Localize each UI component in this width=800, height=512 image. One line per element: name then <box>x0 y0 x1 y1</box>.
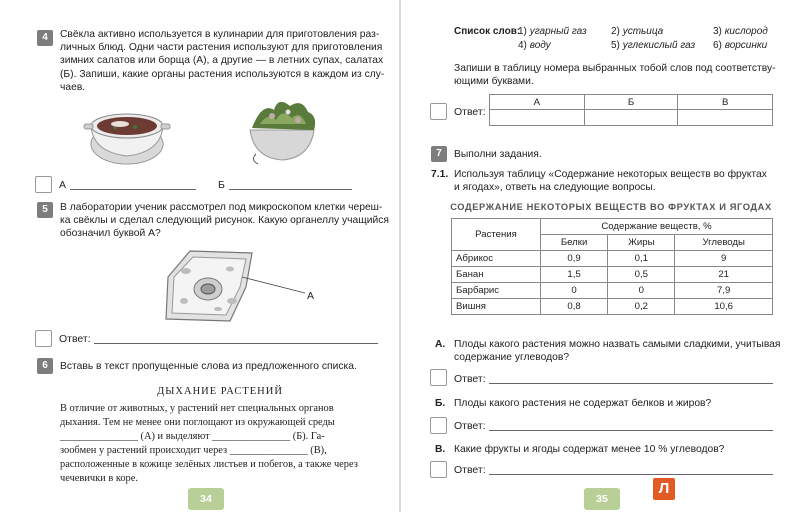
row-fats: 0,5 <box>608 267 675 283</box>
answer-box-5[interactable] <box>35 330 52 347</box>
right-page <box>401 0 800 512</box>
question-c-letter: В. <box>435 444 446 455</box>
row-carbs: 10,6 <box>675 299 773 315</box>
table-row <box>452 283 773 299</box>
publisher-logo: Л <box>653 478 675 500</box>
answer-7b-label: Ответ: <box>454 420 486 432</box>
subquestion-line: и ягодах», ответь на следующие вопросы. <box>454 182 656 194</box>
word-list-item <box>518 40 551 51</box>
row-carbs: 9 <box>675 251 773 267</box>
answer-7a-line[interactable] <box>489 383 773 384</box>
row-proteins: 0 <box>541 283 608 299</box>
row-proteins: 1,5 <box>541 267 608 283</box>
question-7-number: 7 <box>431 146 447 162</box>
col-header-carbs: Углеводы <box>675 235 773 251</box>
question-5-line: обозначил буквой А? <box>60 228 161 240</box>
word-text: воду <box>529 40 551 51</box>
page-number-right: 35 <box>584 488 620 510</box>
word-list-title: Список слов: <box>454 26 521 37</box>
instruction-line: Запиши в таблицу номера выбранных тобой слов под соответству- <box>454 63 776 74</box>
word-num: 4) <box>518 40 527 51</box>
reading-line: дыхания. Тем не менее они поглощают из окружающей среды <box>60 417 335 428</box>
answer-5-label: Ответ: <box>59 333 91 345</box>
word-list-item <box>611 40 695 51</box>
question-a-line: Плоды какого растения можно назвать самыми сладкими, учитывая <box>454 339 781 350</box>
answer-box-6[interactable] <box>430 103 447 120</box>
word-num: 2) <box>611 26 620 37</box>
question-a-text <box>454 338 780 364</box>
question-6-number: 6 <box>37 358 53 374</box>
row-plant: Вишня <box>452 299 541 315</box>
instruction-line: ющими буквами. <box>454 76 534 88</box>
word-num: 1) <box>518 26 527 37</box>
page-number-left: 34 <box>188 488 224 510</box>
question-4-number: 4 <box>37 30 53 46</box>
table-row <box>452 267 773 283</box>
row-plant: Абрикос <box>452 251 541 267</box>
row-carbs: 7,9 <box>675 283 773 299</box>
answer-cell[interactable] <box>490 110 585 126</box>
question-b-text: Плоды какого растения не содержат белков и жиров? <box>454 398 712 409</box>
question-a-letter: А. <box>435 339 446 350</box>
row-fats: 0,1 <box>608 251 675 267</box>
answer-b-line[interactable] <box>229 189 352 190</box>
row-plant: Банан <box>452 267 541 283</box>
question-5-line: В лаборатории ученик рассмотрел под микроскопом клетки череш- <box>60 202 383 213</box>
question-a-line: содержание углеводов? <box>454 352 570 364</box>
row-carbs: 21 <box>675 267 773 283</box>
answer-box-7c[interactable] <box>430 461 447 478</box>
answer-7c-label: Ответ: <box>454 464 486 476</box>
word-num: 6) <box>713 40 722 51</box>
row-plant: Барбарис <box>452 283 541 299</box>
word-text: кислород <box>724 26 768 37</box>
question-4-line: чаев. <box>60 81 86 93</box>
word-list-item <box>713 40 767 51</box>
subquestion-line: Используя таблицу «Содержание некоторых веществ во фруктах <box>454 169 767 180</box>
reading-line: _______________ (А) и выделяют _______________ (Б). Га- <box>60 431 325 442</box>
answer-7b-line[interactable] <box>489 430 773 431</box>
word-text: ворсинки <box>724 40 768 51</box>
question-4-line: (Б). Запиши, какие органы растения используются в каждом из слу- <box>60 68 385 80</box>
left-page <box>0 0 399 512</box>
question-4-text <box>60 28 395 94</box>
answer-box-4a[interactable] <box>35 176 52 193</box>
data-table <box>451 218 773 315</box>
question-5-line: ка свёклы и сделал следующий рисунок. Какую органеллу учащийся <box>60 215 389 227</box>
row-proteins: 0,9 <box>541 251 608 267</box>
word-num: 3) <box>713 26 722 37</box>
question-7-text: Выполни задания. <box>454 149 542 160</box>
plant-cell-image <box>160 247 320 329</box>
col-plant-header: Растения <box>452 219 541 251</box>
reading-line: чечевички в коре. <box>60 473 138 484</box>
word-text: углекислый газ <box>622 40 696 51</box>
answer-box-7a[interactable] <box>430 369 447 386</box>
answer-cell[interactable] <box>678 110 773 126</box>
word-num: 5) <box>611 40 620 51</box>
question-4-line: Свёкла активно используется в кулинарии для приготовления раз- <box>60 29 380 40</box>
salad-bowl-image <box>242 94 322 166</box>
answer-a-label: А <box>59 179 67 191</box>
answer-col-header: А <box>490 95 585 110</box>
instruction-text <box>454 62 776 88</box>
answer-box-7b[interactable] <box>430 417 447 434</box>
reading-line: расположенные в кожице зелёных листьев и побегов, а также через <box>60 459 358 470</box>
question-4-line: личных блюд. Одни части растения используют для приготовления <box>60 42 383 54</box>
answer-7a-label: Ответ: <box>454 373 486 385</box>
col-header-fats: Жиры <box>608 235 675 251</box>
word-text: устьица <box>622 26 664 37</box>
question-4-line: зимних салатов или борща (А), а другие — в летних супах, салатах <box>60 55 384 67</box>
cell-pointer-label: А <box>307 290 315 302</box>
row-proteins: 0,8 <box>541 299 608 315</box>
borscht-bowl-image <box>80 100 175 168</box>
answer-6-label: Ответ: <box>454 106 486 118</box>
answer-a-line[interactable] <box>70 189 196 190</box>
answer-b-label: Б <box>218 179 225 191</box>
question-6-text: Вставь в текст пропущенные слова из предложенного списка. <box>60 361 357 372</box>
answer-6-table <box>489 94 773 126</box>
row-fats: 0 <box>608 283 675 299</box>
word-text: угарный газ <box>529 26 587 37</box>
col-group-header: Содержание веществ, % <box>541 219 773 235</box>
col-header-proteins: Белки <box>541 235 608 251</box>
data-table-title: СОДЕРЖАНИЕ НЕКОТОРЫХ ВЕЩЕСТВ ВО ФРУКТАХ И ЯГОДАХ <box>450 202 772 212</box>
table-row <box>452 251 773 267</box>
question-b-letter: Б. <box>435 398 446 409</box>
reading-line: зообмен у растений происходит через _______________ (В), <box>60 445 327 456</box>
answer-cell[interactable] <box>584 110 678 126</box>
question-5-number: 5 <box>37 202 53 218</box>
table-row <box>452 299 773 315</box>
word-list-item <box>713 26 768 37</box>
subquestion-text <box>454 168 767 194</box>
question-c-text: Какие фрукты и ягоды содержат менее 10 % углеводов? <box>454 444 725 455</box>
answer-col-header: Б <box>584 95 678 110</box>
subquestion-number: 7.1. <box>431 169 449 180</box>
row-fats: 0,2 <box>608 299 675 315</box>
word-list-item <box>518 26 587 37</box>
answer-col-header: В <box>678 95 773 110</box>
reading-line: В отличие от животных, у растений нет специальных органов <box>60 403 334 414</box>
answer-5-line[interactable] <box>94 343 378 344</box>
answer-7c-line[interactable] <box>489 474 773 475</box>
word-list-item <box>611 26 663 37</box>
question-5-text <box>60 201 395 241</box>
reading-heading: ДЫХАНИЕ РАСТЕНИЙ <box>157 386 283 397</box>
